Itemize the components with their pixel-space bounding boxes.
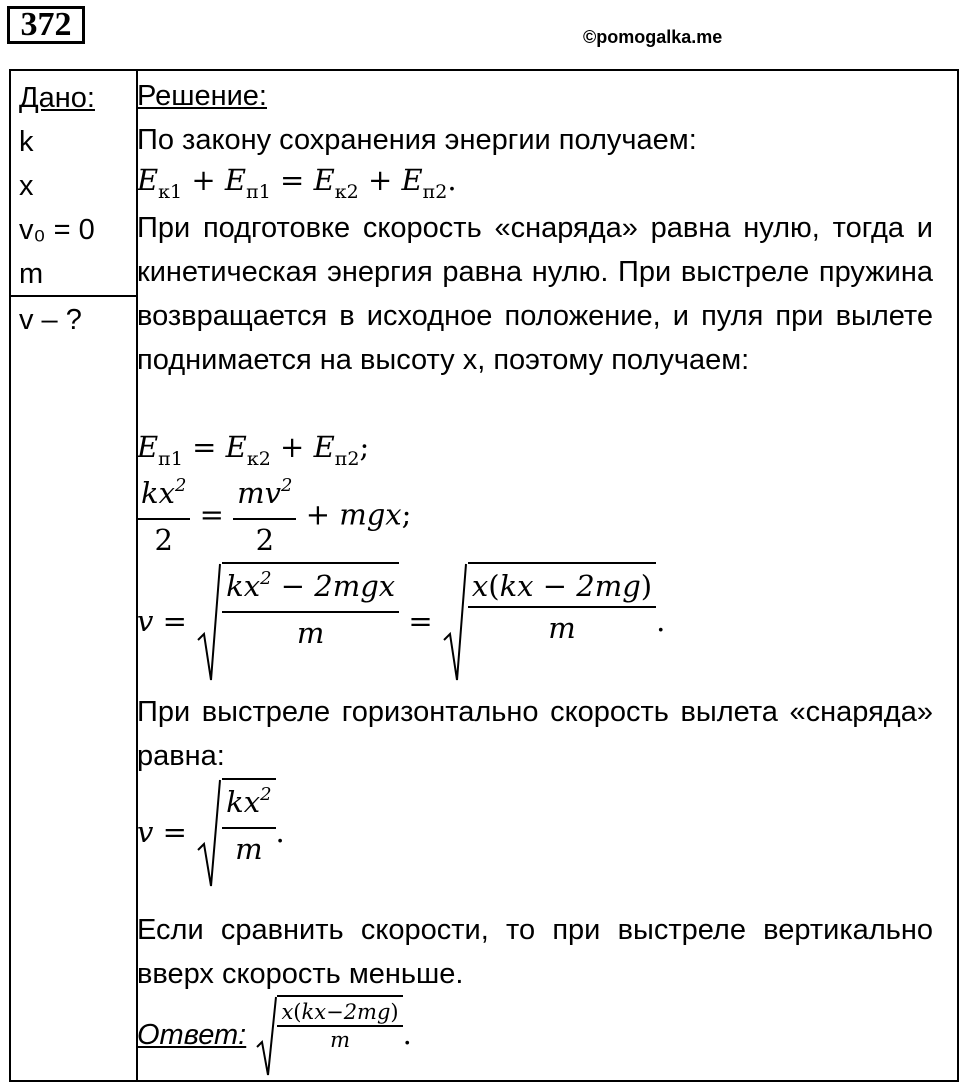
solution-paragraph-2: При выстреле горизонтально скорость вылета «снаряда» равна:: [137, 696, 933, 772]
task-number: 372: [7, 6, 85, 44]
sqrt-symbol: $\frac{x(kx - 2mg)}{m}$: [442, 562, 656, 684]
given-item-k: k: [19, 126, 34, 158]
solution-title: Решение:: [137, 80, 267, 112]
watermark: ©pomogalka.me: [583, 27, 723, 47]
sqrt-symbol: $\frac{kx^2 - 2mgx}{m}$: [196, 562, 399, 684]
energy-equation-3: $\frac{kx^2}{2}$ = $\frac{mv^2}{2}$ + mgx;: [137, 473, 411, 560]
find-item: v – ?: [19, 304, 82, 336]
answer: Ответ: $\frac{x(kx-2mg)}{m}$ .: [137, 995, 412, 1077]
solution-paragraph-3: Если сравнить скорости, то при выстреле вертикально вверх скорость меньше.: [137, 914, 933, 990]
given-item-x: x: [19, 170, 34, 202]
sqrt-symbol: $\frac{kx^2}{m}$: [196, 778, 275, 890]
solution-line-1: По закону сохранения энергии получаем:: [137, 124, 697, 156]
velocity-formula-horizontal: v = $\frac{kx^2}{m}$ .: [137, 778, 285, 890]
sqrt-symbol: $\frac{x(kx-2mg)}{m}$: [255, 995, 402, 1077]
solution-paragraph-1: При подготовке скорость «снаряда» равна нулю, тогда и кинетическая энергия равна нулю. При выстреле пружина возвращается в исходное положение, и пуля при вылете поднимается на высоту x, поэтому получаем:: [137, 212, 933, 376]
given-title: Дано:: [19, 82, 95, 114]
given-item-m: m: [19, 258, 44, 290]
velocity-formula-vertical: v = $\frac{kx^2 - 2mgx}{m}$ = $\frac{x(kx - 2mg)}{m}$ .: [137, 562, 665, 684]
energy-equation-2: $E_{п1} = E_{к2} + E_{п2}$;: [137, 430, 370, 470]
energy-equation-1: $E_{к1} + E_{п1} = E_{к2} + E_{п2}$.: [137, 163, 457, 203]
given-item-v0: v₀ = 0: [19, 214, 95, 246]
answer-label: Ответ:: [137, 1019, 247, 1051]
